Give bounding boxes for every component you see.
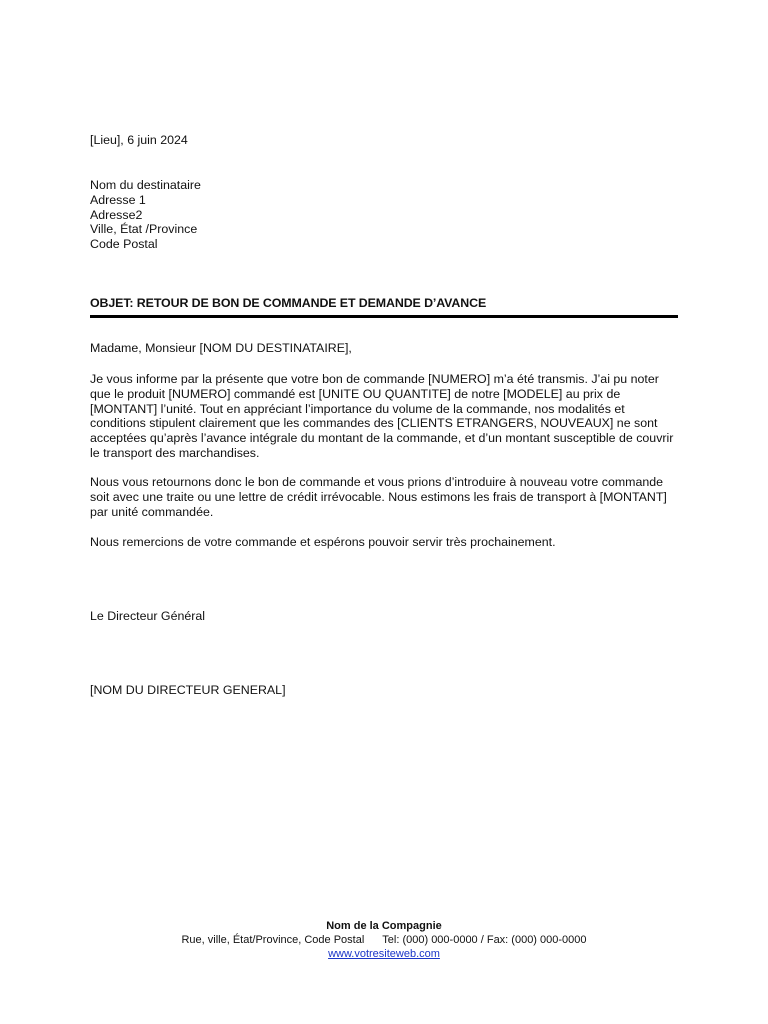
body-paragraph-3: Nous remercions de votre commande et espérons pouvoir servir très prochainement. [90,535,556,549]
page-footer [0,919,768,961]
recipient-city-state: Ville, État /Province [90,222,198,237]
subject-divider [90,315,678,318]
letter-subject: OBJET: RETOUR DE BON DE COMMANDE ET DEMANDE D’AVANCE [90,296,487,310]
body-paragraph-1: Je vous informe par la présente que votre bon de commande [NUMERO] m’a été transmis. J’ai pu noter que le produit [NUMERO] commandé est [UNITE OU QUANTITE] de notre [MODELE] au prix de [MONTANT] l’unité. Tout en appréciant l’importance du volume de la commande, nos modalités et conditions stipulent clairement que les commandes des [CLIENTS ETRANGERS, NOUVEAUX] ne sont acceptées qu’après l’avance intégrale du montant de la commande, et d’un montant susceptible de couvrir le transport des marchandises. [90,372,674,460]
footer-company-name: Nom de la Compagnie [326,920,442,932]
recipient-address [90,178,680,252]
body-paragraph-2: Nous vous retournons donc le bon de commande et vous prions d’introduire à nouveau votre commande soit avec une traite ou une lettre de crédit irrévocable. Nous estimons les frais de transport à [MONTANT] par unité commandée. [90,475,667,519]
recipient-address-line-1: Adresse 1 [90,192,146,207]
closing-title: Le Directeur Général [90,609,206,623]
footer-phone-fax: Tel: (000) 000-0000 / Fax: (000) 000-0000 [382,934,587,946]
footer-contact-line [0,933,768,947]
recipient-address-line-2: Adresse2 [90,207,143,222]
footer-address: Rue, ville, État/Province, Code Postal [181,934,365,946]
footer-website-link[interactable]: www.votresiteweb.com [328,948,440,960]
recipient-name: Nom du destinataire [90,178,201,192]
recipient-postal-code: Code Postal [90,237,158,252]
signer-name: [NOM DU DIRECTEUR GENERAL] [90,683,286,697]
letter-date: [Lieu], 6 juin 2024 [90,133,188,147]
letter-salutation: Madame, Monsieur [NOM DU DESTINATAIRE], [90,341,352,355]
